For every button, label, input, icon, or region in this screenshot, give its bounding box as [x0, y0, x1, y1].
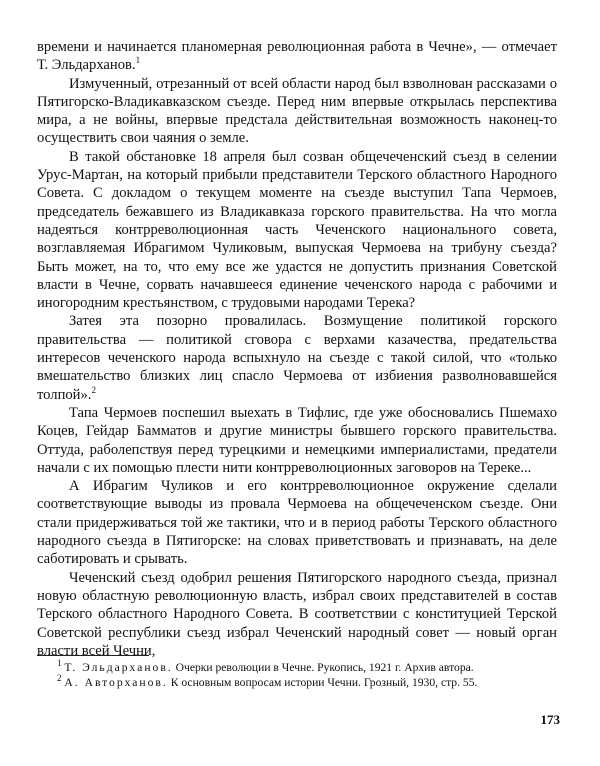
footnote: [37, 675, 557, 690]
footnote-ref[interactable]: 2: [91, 384, 96, 395]
page-number: 173: [540, 712, 560, 727]
footnote-text: Очерки революции в Чечне. Рукопись, 1921 г. Архив автора.: [175, 661, 474, 674]
footnote-author: А. Авторханов.: [64, 676, 168, 689]
paragraph: времени и начинается планомерная революционная работа в Чечне», — отмечает Т. Эльдарханов.$^1$: [37, 39, 557, 74]
footnote-divider: [37, 655, 149, 656]
paragraph: В такой обстановке 18 апреля был созван общечеченский съезд в селении Урус-Мартан, на который прибыли представители Терского областного Народного Совета. С докладом о текущем моменте на съезде выступил Тапа Чермоев, председатель бежавшего из Владикавказа горского правительства. На что могла надеяться контрреволюционная часть Чеченского национального совета, возглавляемая Ибрагимом Чуликовым, выпуская Чермоева на трибуну съезда? Быть может, на то, что ему все же удастся не допустить признания Советской власти в Чечне, сорвать начавшееся единение чеченского народа с рабочими и иногородним крестьянством, с трудовыми народами Терека?: [37, 148, 557, 312]
paragraph: А Ибрагим Чуликов и его контрреволюционное окружение сделали соответствующие выводы из провала Чермоева на общечеченском съезде. Они стали придерживаться той же тактики, что и в период работы Терского областного народного съезда в Пятигорске: на словах приветствовать и признавать, на деле саботировать и срывать.: [37, 478, 557, 568]
footnote: [37, 660, 557, 675]
paragraph: Измученный, отрезанный от всей области народ был взволнован рассказами о Пятигорско-Владикавказском съезде. Перед ним впервые открылась перспектива мира, а не войны, впервые предстала действительная возможность наконец-то осуществить свои чаяния о земле.: [37, 75, 557, 147]
footnote-author: Т. Эльдарханов.: [64, 661, 173, 674]
footnote-number: 1: [57, 658, 62, 669]
paragraph: Чеченский съезд одобрил решения Пятигорского народного съезда, признал новую областную революционную власть, избрал своих представителей в состав Терского областного Народного Совета. В соответствии с конституцией Терской Советской республики съезд избрал Чеченский народный совет — новый орган власти всей Чечни,: [37, 569, 557, 659]
paragraph: Тапа Чермоев поспешил выехать в Тифлис, где уже обосновались Пшемахо Коцев, Гейдар Бамматов и другие министры бывшего горского правительства. Оттуда, раболепствуя перед турецкими и немецкими империалистами, предатели начали с их помощью плести нити контрреволюционных заговоров на Тереке...: [37, 404, 557, 476]
footnote-number: 2: [57, 673, 62, 684]
paragraph: Затея эта позорно провалилась. Возмущение политикой горского правительства — политикой сговора с верхами казачества, предательства интересов чеченского народа вспыхнуло на съезде с такой силой, что «только вмешательство близких лиц спасло Чермоева от избиения разволновавшейся толпой».$^2$: [37, 313, 557, 403]
footnote-ref[interactable]: 1: [135, 55, 141, 66]
footnotes: [37, 660, 557, 690]
footnote-text: К основным вопросам истории Чечни. Грозный, 1930, стр. 55.: [170, 676, 478, 689]
main-text: [37, 38, 557, 660]
